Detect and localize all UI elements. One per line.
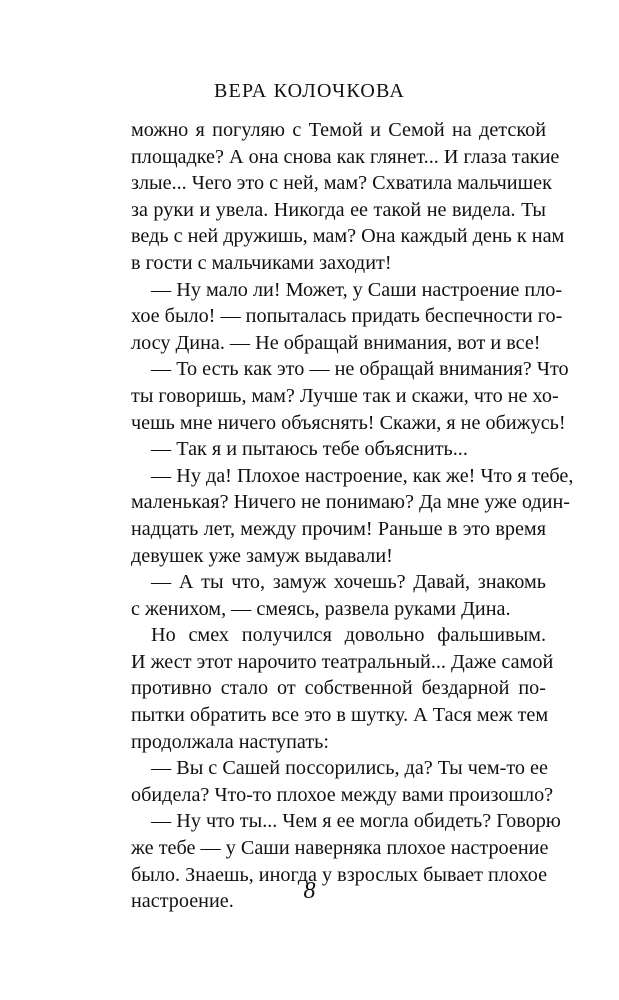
text-line: — Так я и пытаюсь тебе объяснить... — [151, 438, 468, 461]
text-line: настроение. — [131, 890, 234, 913]
text-line: площадке? А она снова как глянет... И глаза такие — [131, 145, 560, 168]
text-line: надцать лет, между прочим! Раньше в это время — [131, 517, 546, 540]
text-line: — А ты что, замуж хочешь? Давай, знакомь — [151, 571, 546, 594]
text-line: продолжала наступать: — [131, 730, 330, 753]
text-line: ведь с ней дружишь, мам? Она каждый день к нам — [131, 225, 565, 248]
text-line: девушек уже замуж выдавали! — [131, 544, 393, 567]
text-line: злые... Чего это с ней, мам? Схватила мальчишек — [131, 172, 552, 195]
text-line: чешь мне ничего объяснять! Скажи, я не обижусь! — [131, 411, 566, 434]
text-line: же тебе — у Саши наверняка плохое настроение — [131, 837, 549, 860]
text-line: — Ну да! Плохое настроение, как же! Что я тебе, — [151, 464, 574, 487]
text-line: маленькая? Ничего не понимаю? Да мне уже один- — [131, 491, 570, 514]
text-line: обидела? Что-то плохое между вами произошло? — [131, 783, 554, 806]
text-line: — Ну мало ли! Может, у Саши настроение пло- — [151, 278, 563, 301]
text-line: ты говоришь, мам? Лучше так и скажи, что не хо- — [131, 384, 559, 407]
text-line: в гости с мальчиками заходит! — [131, 251, 392, 274]
text-line: можно я погуляю с Темой и Семой на детской — [131, 119, 546, 141]
text-line: пытки обратить все это в шутку. А Тася меж тем — [131, 704, 549, 727]
text-line: противно стало от собственной бездарной по- — [131, 677, 546, 700]
text-line: И жест этот нарочито театральный... Даже самой — [131, 650, 554, 673]
text-line: лосу Дина. — Не обращай внимания, вот и все! — [131, 331, 541, 354]
text-line: — Ну что ты... Чем я ее могла обидеть? Говорю — [151, 810, 561, 833]
page-number: 8 — [303, 878, 316, 904]
body-text — [131, 117, 574, 915]
running-header: ВЕРА КОЛОЧКОВА — [214, 80, 405, 102]
text-line: — То есть как это — не обращай внимания? Что — [151, 358, 569, 381]
text-line: — Вы с Сашей поссорились, да? Ты чем-то ее — [151, 757, 548, 780]
text-line: хое было! — попыталась придать беспечности го- — [131, 305, 563, 328]
text-line: за руки и увела. Никогда ее такой не видела. Ты — [131, 198, 546, 221]
text-line: Но смех получился довольно фальшивым. — [151, 624, 546, 647]
text-line: было. Знаешь, иногда у взрослых бывает плохое — [131, 863, 548, 886]
text-line: с женихом, — смеясь, развела руками Дина. — [131, 597, 511, 620]
